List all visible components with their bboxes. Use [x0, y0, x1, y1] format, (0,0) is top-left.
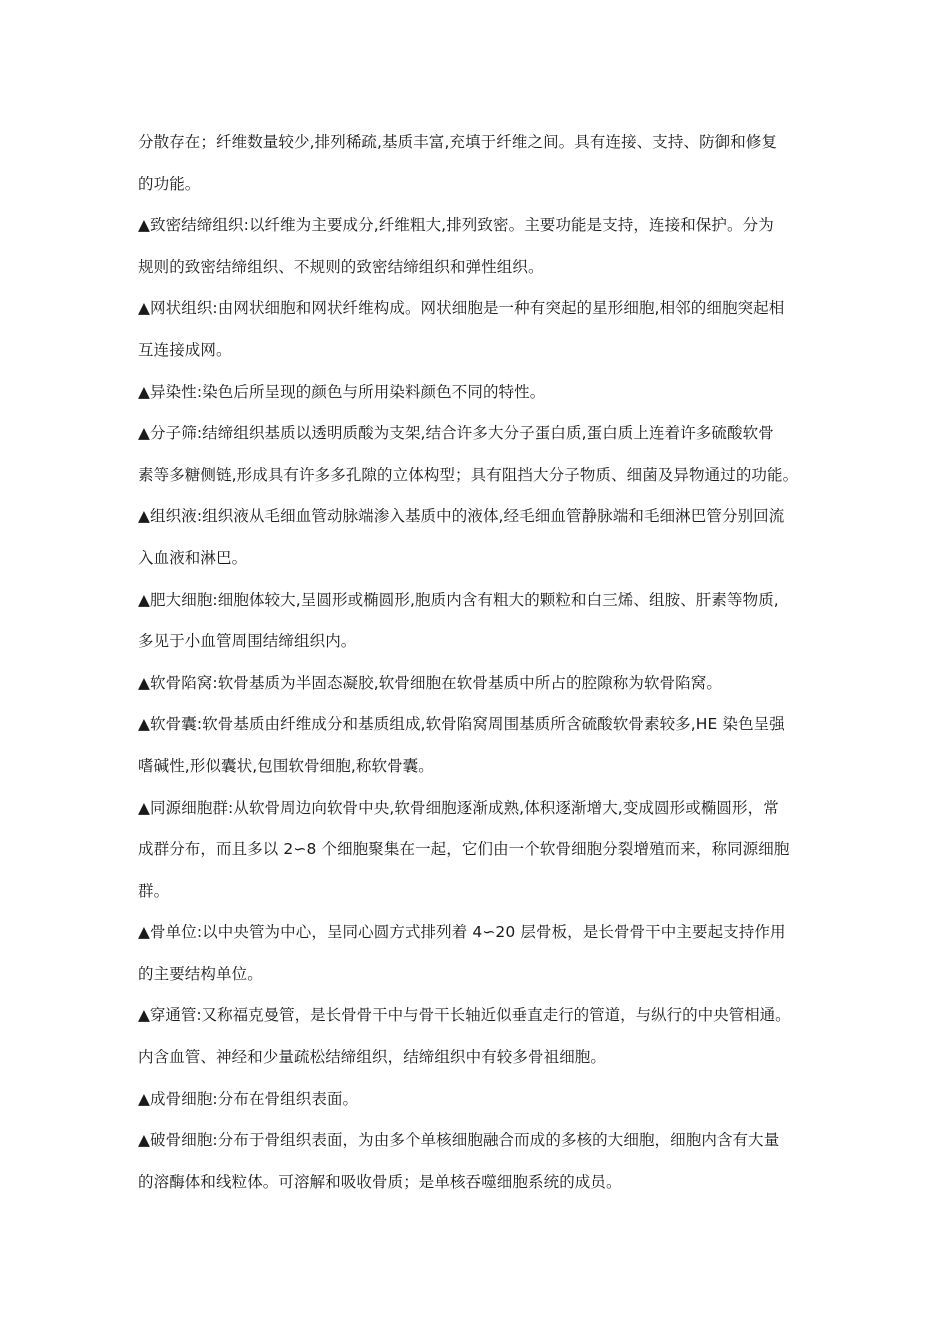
document-body [138, 122, 828, 1203]
text-line: ▲网状组织:由网状细胞和网状纤维构成。网状细胞是一种有突起的星形细胞,相邻的细胞突起相 [138, 299, 785, 318]
text-line: ▲分子筛:结缔组织基质以透明质酸为支架,结合许多大分子蛋白质,蛋白质上连着许多硫酸软骨 [138, 424, 774, 443]
text-line: 内含血管、神经和少量疏松结缔组织，结缔组织中有较多骨祖细胞。 [138, 1048, 607, 1067]
text-line: 入血液和淋巴。 [138, 548, 248, 567]
text-line: 的功能。 [138, 174, 201, 193]
text-line: 多见于小血管周围结缔组织内。 [138, 632, 357, 651]
text-line: ▲软骨囊:软骨基质由纤维成分和基质组成,软骨陷窝周围基质所含硫酸软骨素较多,HE 染色呈强 [138, 715, 785, 734]
text-line: ▲同源细胞群:从软骨周边向软骨中央,软骨细胞逐渐成熟,体积逐渐增大,变成圆形或椭圆形，常 [138, 798, 779, 817]
text-line: ▲肥大细胞:细胞体较大,呈圆形或椭圆形,胞质内含有粗大的颗粒和白三烯、组胺、肝素等物质, [138, 590, 779, 609]
text-line: 的主要结构单位。 [138, 964, 263, 983]
text-line: 成群分布，而且多以 2∽8 个细胞聚集在一起，它们由一个软骨细胞分裂增殖而来，称同源细胞 [138, 840, 790, 859]
text-line: ▲组织液:组织液从毛细血管动脉端渗入基质中的液体,经毛细血管静脉端和毛细淋巴管分别回流 [138, 507, 785, 526]
text-line: ▲致密结缔组织:以纤维为主要成分,纤维粗大,排列致密。主要功能是支持，连接和保护。分为 [138, 216, 774, 235]
text-line: 分散存在；纤维数量较少,排列稀疏,基质丰富,充填于纤维之间。具有连接、支持、防御和修复 [138, 133, 778, 151]
text-line: ▲成骨细胞:分布在骨组织表面。 [138, 1089, 359, 1108]
text-line: ▲软骨陷窝:软骨基质为半固态凝胶,软骨细胞在软骨基质中所占的腔隙称为软骨陷窝。 [138, 673, 722, 692]
text-line: 的溶酶体和线粒体。可溶解和吸收骨质；是单核吞噬细胞系统的成员。 [138, 1172, 622, 1191]
text-line: 规则的致密结缔组织、不规则的致密结缔组织和弹性组织。 [138, 257, 544, 276]
text-line: ▲异染性:染色后所呈现的颜色与所用染料颜色不同的特性。 [138, 382, 546, 401]
text-line: 素等多糖侧链,形成具有许多多孔隙的立体构型；具有阻挡大分子物质、细菌及异物通过的功能。 [138, 465, 799, 484]
text-line: 互连接成网。 [138, 340, 232, 359]
text-line: ▲骨单位:以中央管为中心，呈同心圆方式排列着 4∽20 层骨板，是长骨骨干中主要起支持作用 [138, 923, 786, 942]
text-line: 嗜碱性,形似囊状,包围软骨细胞,称软骨囊。 [138, 756, 434, 775]
text-line: 群。 [138, 881, 170, 900]
text-line: ▲破骨细胞:分布于骨组织表面，为由多个单核细胞融合而成的多核的大细胞，细胞内含有大量 [138, 1131, 780, 1150]
text-line: ▲穿通管:又称福克曼管，是长骨骨干中与骨干长轴近似垂直走行的管道，与纵行的中央管相通。 [138, 1006, 791, 1025]
